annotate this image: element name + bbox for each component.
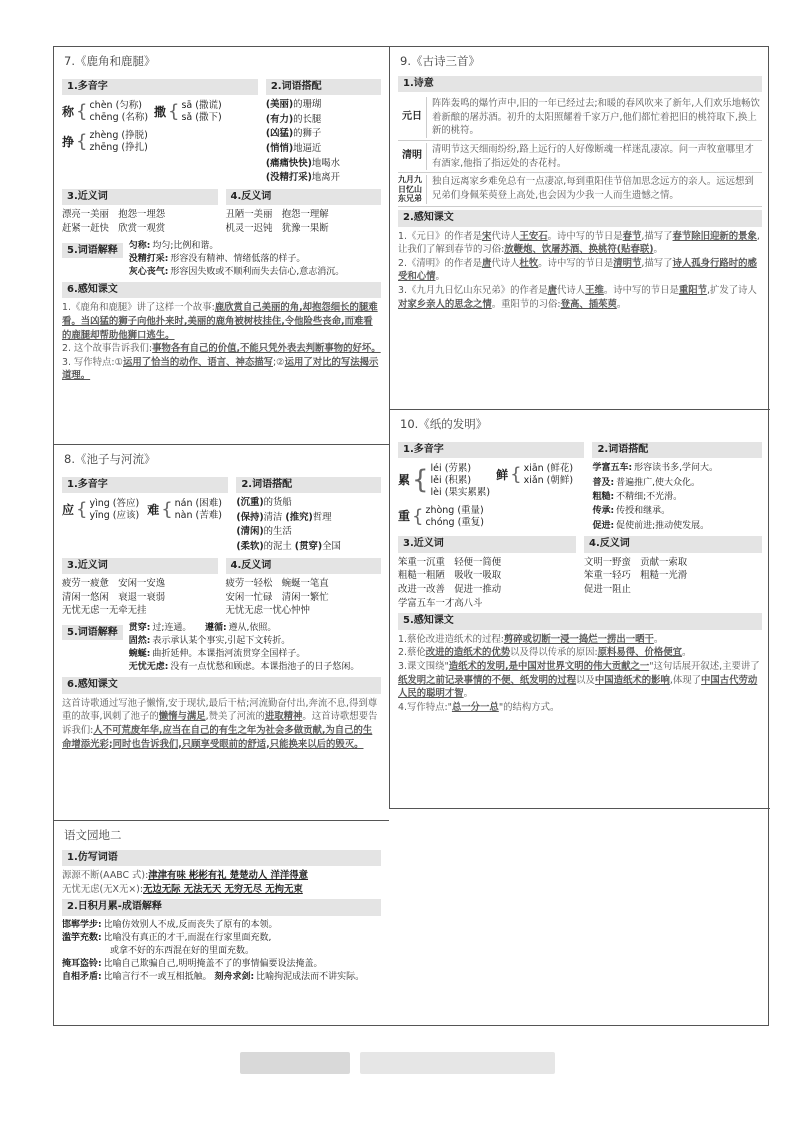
summary-text: 。 bbox=[653, 244, 663, 256]
summary-text: 2.《清明》的作者是 bbox=[398, 257, 482, 269]
poem-row: 清明 清明节这天细雨纷纷,路上远行的人好像断魂一样迷乱凄凉。问一声牧童哪里才有酒家,他指了指远处的杏花村。 bbox=[398, 141, 762, 173]
heading-polyphone: 1.多音字 bbox=[62, 79, 258, 96]
polyphone-item: 撒 { sā (撒谎) sǎ (撒下) bbox=[154, 99, 222, 124]
polyphone-item: 鲜 { xiān (鲜花) xiǎn (朝鲜) bbox=[496, 462, 574, 487]
polyphone-item: 难 { nán (困难) nàn (苦难) bbox=[147, 497, 222, 522]
poem-row: 元日 阵阵轰鸣的爆竹声中,旧的一年已经过去;和暖的春风吹来了新年,人们欢乐地畅饮着新酿的屠苏酒。初升的太阳照耀着千家万户,他们都忙着把旧的桃符取下,换上新的桃符。 bbox=[398, 95, 762, 141]
summary-text: ,让我们了解到春节的习俗: bbox=[398, 230, 760, 256]
heading-poem-meaning: 1.诗意 bbox=[398, 76, 762, 93]
divider-10-end bbox=[389, 808, 770, 809]
summary-line bbox=[398, 257, 762, 284]
heading-synonyms: 3.近义词 bbox=[62, 558, 218, 575]
section-title: 9.《古诗三首》 bbox=[400, 54, 480, 68]
summary-text: ,扩发了诗人 bbox=[707, 285, 757, 297]
summary-text: 。 bbox=[616, 298, 627, 310]
polyphone-item: 称 { chèn (匀称) chēng (名称) bbox=[62, 99, 149, 124]
section-title: 10.《纸的发明》 bbox=[400, 417, 488, 431]
section-yuwen-garden: 语文园地二 1.仿写词语 源源不断(AABC 式):津津有味 彬彬有礼 楚楚动人 洋洋得意 无忧无虑(无X无×):无边无际 无法无天 无穷无尽 无拘无束 2.日积月累-成语解释 邯郸学步: 比喻仿效别人不成,反而丧失了原有的本领。 滥竽充数: 比喻没有真正的才干,而混在行家里面充数, 或拿不好的东西混在好的里面充数。 掩耳盗铃: 比喻自己欺骗自己,明明掩盖不了的事情偏要设法掩盖。 自相矛盾: 比喻言行不一或互相抵触。 刻舟求剑: 比喻拘泥成法而不讲实际。 bbox=[54, 821, 389, 1027]
heading-collocation: 2.词语搭配 bbox=[266, 79, 381, 96]
poem-row: 九月九日忆山东兄弟 独自远离家乡难免总有一点凄凉,每到重阳佳节倍加思念远方的亲人。远远想到兄弟们身佩茱萸登上高处,也会因为少我一人而生遗憾之情。 bbox=[398, 173, 762, 207]
section-8: 8.《池子与河流》 1.多音字 应 { yìng (答应) yīng (应该) 难 { nán (困难) nàn (苦难) 2.词语搭配 (沉重)的货船 (保持)清洁 (推究)哲理 (清闲)的生活 (柔软)的泥土 (贯穿)全国 3.近义词 疲劳一疲惫 安闲一安逸 清闲一悠闲 衰退一衰弱 无忧无虑一无牵无挂 4.反义词 疲劳一轻松 蜿蜒一笔直 安闲一忙碌 清闲一繁忙 无忧无虑一忧心忡忡 5.词语解释 贯穿: 过;连通。 遵循: 遵从,依照。 固然: 表示承认某个事实,引起下文转折。 蜿蜒: 曲折延伸。本课指河流贯穿全国样子。 无忧无虑: 没有一点忧愁和顾虑。本课指池子的日子悠闲。 6.感知课文 这首诗歌通过写池子懒惰,安于现状,最后干枯;河流勤奋付出,奔流不息,得到尊重的故事,讽刺了池子的懒惰与满足,赞美了河流的进取精神。这首诗歌想要告诉我们:人不可荒废年华,应当在自己的有生之年为社会多做贡献,为自己的生命增添光彩;同时也告诉我们,只顾享受眼前的舒适,只能换来以后的毁灭。 bbox=[54, 445, 389, 820]
summary-text: 。诗中写的节日是 bbox=[547, 230, 623, 242]
heading-text: 6.感知课文 bbox=[62, 677, 381, 694]
summary-text: 。 bbox=[435, 271, 445, 283]
answer-text: 登高、插茱萸 bbox=[560, 298, 617, 310]
answer-text: 春节 bbox=[622, 230, 642, 242]
answer-text: 杜牧 bbox=[519, 257, 539, 269]
answer-text: 唐 bbox=[481, 257, 492, 269]
answer-text: 宋 bbox=[481, 230, 492, 242]
summary-text: 代诗人 bbox=[491, 257, 520, 269]
heading-synonyms: 3.近义词 bbox=[62, 189, 218, 206]
answer-text: 王安石 bbox=[519, 230, 548, 242]
heading-text: 6.感知课文 bbox=[62, 282, 381, 299]
heading-antonyms: 4.反义词 bbox=[226, 558, 382, 575]
summary-line bbox=[398, 284, 762, 311]
summary-text: 代诗人 bbox=[556, 285, 586, 297]
heading-text: 2.感知课文 bbox=[398, 210, 762, 227]
answer-text: 王维 bbox=[585, 285, 604, 297]
heading-antonyms: 4.反义词 bbox=[584, 536, 762, 553]
heading-polyphone: 1.多音字 bbox=[62, 477, 228, 494]
blurred-footer-right bbox=[360, 1052, 555, 1074]
answer-text: 诗人孤身行路时的感受和心情 bbox=[398, 257, 757, 283]
section-title: 8.《池子与河流》 bbox=[64, 452, 156, 466]
blurred-footer-left bbox=[240, 1052, 350, 1074]
heading-text: 5.感知课文 bbox=[398, 613, 762, 630]
heading-antonyms: 4.反义词 bbox=[226, 189, 382, 206]
section-title: 语文园地二 bbox=[64, 828, 122, 842]
summary-text: 。诗中写的节日是 bbox=[538, 257, 614, 269]
summary-text: 。诗中写的节日是 bbox=[603, 285, 679, 297]
heading-synonyms: 3.近义词 bbox=[398, 536, 576, 553]
text-summary: 1.蔡伦改进造纸术的过程:剪碎或切断一浸一捣烂一捞出一晒干。 2.蔡伦改进的造纸术的优势以及得以传承的原因:原料易得、价格便宜。 3.课文围绕"造纸术的发明,是中国对世界文明的伟大贡献之一"这句话展开叙述,主要讲了纸发明之前记录事情的不便、纸发明的过程以及中国造纸术的影响,体现了中国古代劳动人民的聪明才智。 4.写作特点:"总一分一总"的结构方式。 bbox=[398, 633, 760, 713]
heading-imitation: 1.仿写词语 bbox=[62, 850, 381, 867]
summary-text: 。重阳节的习俗: bbox=[491, 298, 561, 310]
heading-polyphone: 1.多音字 bbox=[398, 442, 584, 459]
text-summary bbox=[398, 230, 762, 312]
answer-text: 重阳节 bbox=[678, 285, 708, 297]
polyphone-item: 重 { zhòng (重量) chóng (重复) bbox=[398, 504, 484, 528]
heading-glossary: 5.词语解释 bbox=[62, 243, 123, 258]
section-7: 7.《鹿角和鹿腿》 1.多音字 称 { chèn (匀称) chēng (名称) 撒 { sā (撒谎) sǎ (撒下) 挣 { zhèng (挣脱) zhēng (挣扎) 2.词语搭配 (美丽)的珊瑚 (有力)的长腿 (凶猛)的狮子 (悄悄)地逼近 (痛痛快快)地喝水 (没精打采)地离开 3.近义词 漂亮一美丽 抱怨一埋怨 赶紧一赶快 欣赏一观赏 4.反义词 丑陋一美丽 抱怨一理解 机灵一迟钝 犹豫一果断 5.词语解释 匀称: 均匀;比例和谐。 没精打采: 形容没有精神、情绪低落的样子。 灰心丧气: 形容因失败或不顺利而失去信心,意志消沉。 6.感知课文 1.《鹿角和鹿腿》讲了这样一个故事:鹿欣赏自己美丽的角,却抱怨细长的腿难看。当凶猛的狮子向他扑来时,美丽的鹿角被树枝挂住,令他险些丧命,而难看的鹿腿却帮助他狮口逃生。 2. 这个故事告诉我们:事物各有自己的价值,不能只凭外表去判断事物的好坏。 3. 写作特点:①运用了恰当的动作、语言、神态描写;②运用了对比的写法揭示道理。 bbox=[62, 54, 381, 382]
answer-text: 清明节 bbox=[613, 257, 642, 269]
summary-text: 1.《元日》的作者是 bbox=[398, 230, 482, 242]
worksheet bbox=[53, 46, 769, 1026]
heading-idioms: 2.日积月累-成语解释 bbox=[62, 899, 381, 916]
heading-collocation: 2.词语搭配 bbox=[236, 477, 381, 494]
section-title: 7.《鹿角和鹿腿》 bbox=[64, 54, 156, 68]
heading-collocation: 2.词语搭配 bbox=[592, 442, 762, 459]
answer-text: 放鞭炮、饮屠苏酒、换桃符(贴春联) bbox=[504, 244, 654, 256]
section-10: 10.《纸的发明》 1.多音字 累 { léi (劳累) lěi (积累) lèi (果实累累) 鲜 { xiān (鲜花) xiǎn (朝鲜) 重 { zhòng (重量) chóng (重复) 2.词语搭配 学富五车: 形容读书多,学问大。 普及: 普遍推广,使大众化。 粗糙: 不精细;不光滑。 传承: 传授和继承。 促进: 促使前进;推动使发展。 3.近义词 笨重一沉重 轻便一简便 粗糙一粗陋 吸收一吸取 改进一改善 促进一推动 学富五车一才高八斗 4.反义词 文明一野蛮 贡献一索取 笨重一轻巧 粗糙一光滑 促进一阻止 5.感知课文 1.蔡伦改进造纸术的过程:剪碎或切断一浸一捣烂一捞出一晒干。 2.蔡伦改进的造纸术的优势以及得以传承的原因:原料易得、价格便宜。 3.课文围绕"造纸术的发明,是中国对世界文明的伟大贡献之一"这句话展开叙述,主要讲了纸发明之前记录事情的不便、纸发明的过程以及中国造纸术的影响,体现了中国古代劳动人民的聪明才智。 4.写作特点:"总一分一总"的结构方式。 bbox=[390, 410, 770, 808]
summary-text: ,描写了 bbox=[641, 257, 673, 269]
summary-text: ,描写了 bbox=[641, 230, 673, 242]
answer-text: 对家乡亲人的思念之情 bbox=[398, 298, 492, 310]
heading-glossary: 5.词语解释 bbox=[62, 625, 123, 640]
answer-text: 春节除旧迎新的景象 bbox=[672, 230, 757, 242]
summary-text: 代诗人 bbox=[491, 230, 520, 242]
answer-text: 唐 bbox=[547, 285, 557, 297]
text-summary: 这首诗歌通过写池子懒惰,安于现状,最后干枯;河流勤奋付出,奔流不息,得到尊重的故事,讽刺了池子的懒惰与满足,赞美了河流的进取精神。这首诗歌想要告诉我们:人不可荒废年华,应当在自己的有生之年为社会多做贡献,为自己的生命增添光彩;同时也告诉我们,只顾享受眼前的舒适,只能换来以后的毁灭。 bbox=[62, 697, 378, 750]
summary-text: 3.《九月九日忆山东兄弟》的作者是 bbox=[398, 285, 548, 297]
polyphone-item: 应 { yìng (答应) yīng (应该) bbox=[62, 497, 140, 522]
section-9 bbox=[390, 47, 770, 409]
polyphone-item: 挣 { zhèng (挣脱) zhēng (挣扎) bbox=[62, 129, 148, 154]
text-summary: 1.《鹿角和鹿腿》讲了这样一个故事:鹿欣赏自己美丽的角,却抱怨细长的腿难看。当凶猛的狮子向他扑来时,美丽的鹿角被树枝挂住,令他险些丧命,而难看的鹿腿却帮助他狮口逃生。 2. 这个故事告诉我们:事物各有自己的价值,不能只凭外表去判断事物的好坏。 3. 写作特点:①运用了恰当的动作、语言、神态描写;②运用了对比的写法揭示道理。 bbox=[62, 302, 381, 382]
summary-line bbox=[398, 230, 762, 257]
polyphone-item: 累 { léi (劳累) lěi (积累) lèi (果实累累) bbox=[398, 462, 491, 499]
